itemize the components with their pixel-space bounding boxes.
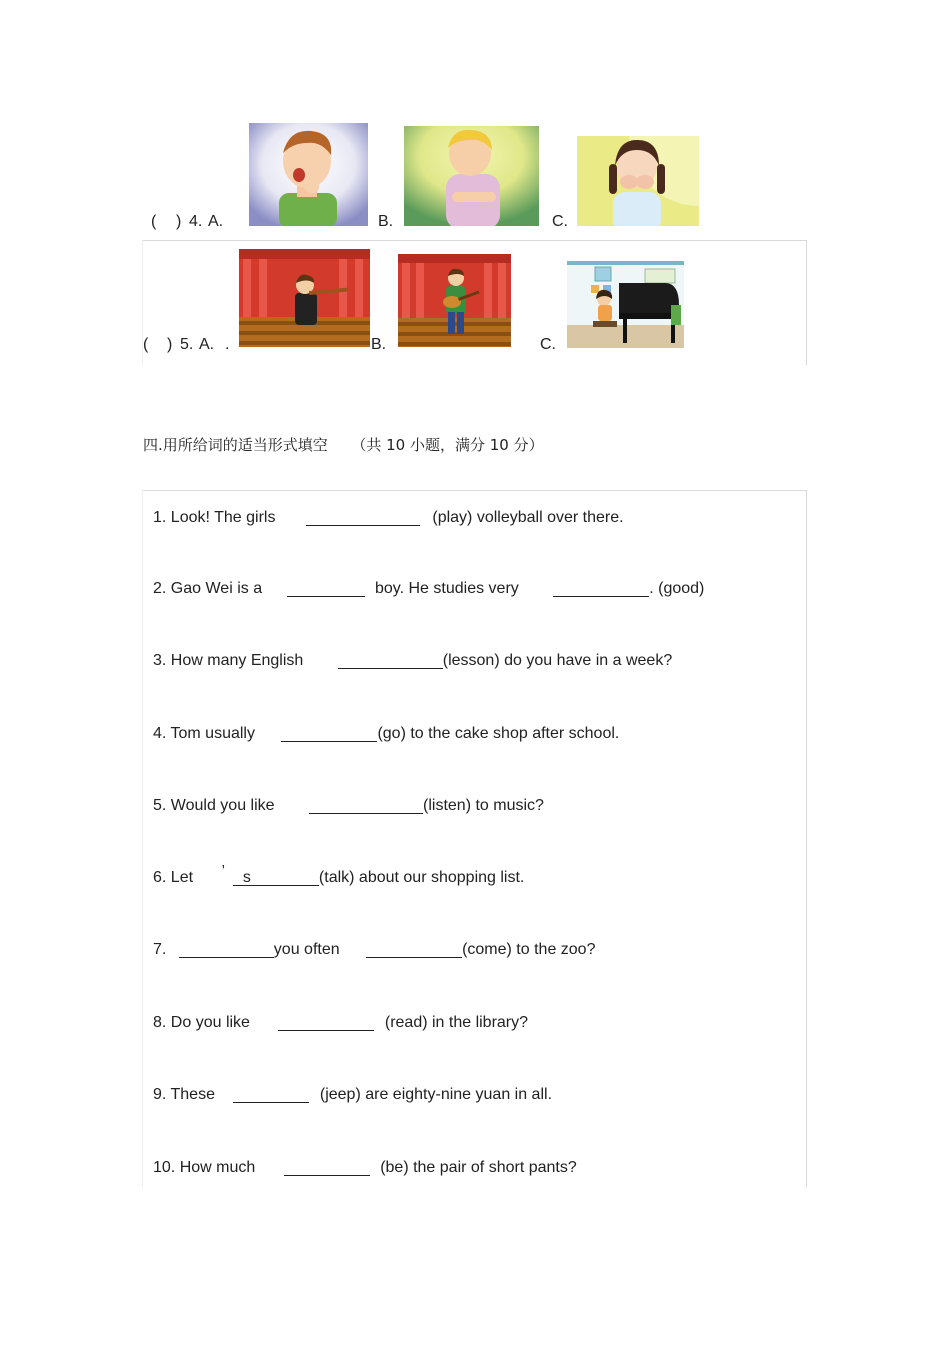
question-10 xyxy=(153,1159,577,1176)
question-10-number: 10. xyxy=(153,1159,176,1176)
section-4-score-note: （共 10 小题，满分 10 分） xyxy=(351,436,544,454)
question-2-blank-1[interactable] xyxy=(287,580,365,597)
question-3-blank[interactable] xyxy=(338,652,443,669)
fill-box-right xyxy=(806,490,807,1187)
question-4-number: 4. xyxy=(153,725,167,742)
question-7-text-middle: you often xyxy=(273,941,340,958)
question-7 xyxy=(153,941,595,958)
q5-paren-close: ) xyxy=(167,336,173,353)
question-3-text-start: How many English xyxy=(170,652,304,669)
question-5-blank[interactable] xyxy=(309,797,423,814)
question-3-number: 3. xyxy=(153,652,167,669)
question-6 xyxy=(153,863,525,886)
fill-box-top xyxy=(142,490,806,491)
question-6-number: 6. xyxy=(153,869,167,886)
question-5-number: 5. xyxy=(153,797,167,814)
q5-option-b-label: B. xyxy=(371,336,387,353)
question-2-blank-2[interactable] xyxy=(553,580,649,597)
question-7-number: 7. xyxy=(153,941,167,958)
question-8-text-end: (read) in the library? xyxy=(384,1014,529,1031)
question-7-blank-1[interactable] xyxy=(179,941,274,958)
question-3 xyxy=(153,652,672,669)
question-5-text-start: Would you like xyxy=(170,797,275,814)
question-6-text-start: Let xyxy=(170,869,194,886)
q5-option-a-label: A. xyxy=(199,336,215,353)
q4-number: 4. xyxy=(189,213,203,230)
question-2-number: 2. xyxy=(153,580,167,597)
question-9-text-end: (jeep) are eighty-nine yuan in all. xyxy=(319,1086,553,1103)
question-8-number: 8. xyxy=(153,1014,167,1031)
question-5-text-end: (listen) to music? xyxy=(423,797,544,814)
q4-option-a-label: A. xyxy=(208,213,224,230)
question-10-text-start: How much xyxy=(179,1159,256,1176)
q5-option-a-image[interactable] xyxy=(239,249,370,347)
question-6-apostrophe: ’ xyxy=(221,863,225,880)
question-4-blank[interactable] xyxy=(281,725,377,742)
question-1-number: 1. xyxy=(153,509,167,526)
question-8-text-start: Do you like xyxy=(170,1014,250,1031)
question-6-blank[interactable] xyxy=(233,870,319,886)
question-1-blank[interactable] xyxy=(306,509,420,526)
question-2-text-middle: boy. He studies very xyxy=(375,580,519,597)
question-10-blank[interactable] xyxy=(284,1159,370,1176)
question-9-number: 9. xyxy=(153,1086,167,1103)
q4-option-b-image[interactable] xyxy=(404,126,539,226)
question-5 xyxy=(153,797,544,814)
question-6-text-end: (talk) about our shopping list. xyxy=(318,869,525,886)
section-4-title: 四.用所给词的适当形式填空 xyxy=(143,436,328,454)
question-7-blank-2[interactable] xyxy=(366,941,462,958)
question-1-text-start: Look! The girls xyxy=(170,509,276,526)
question-2-text-start: Gao Wei is a xyxy=(170,580,263,597)
q4-option-c-image[interactable] xyxy=(577,136,699,226)
question-2-text-end: . (good) xyxy=(649,580,705,597)
section-4-heading xyxy=(143,434,544,455)
q5-option-c-image[interactable] xyxy=(567,261,684,348)
q4-paren-open: ( xyxy=(151,213,157,230)
q5-option-b-image[interactable] xyxy=(398,254,511,347)
question-9-blank[interactable] xyxy=(233,1086,309,1103)
q5-paren-open: ( xyxy=(143,336,149,353)
q5-option-c-label: C. xyxy=(540,336,556,353)
q5-frame-right xyxy=(806,240,807,365)
question-1-text-end: (play) volleyball over there. xyxy=(432,509,624,526)
question-4 xyxy=(153,725,619,742)
question-9 xyxy=(153,1086,552,1103)
q5-number: 5. xyxy=(180,336,194,353)
q4-option-c-label: C. xyxy=(552,213,568,230)
question-3-text-end: (lesson) do you have in a week? xyxy=(442,652,673,669)
question-2 xyxy=(153,580,704,597)
q4-paren-close: ) xyxy=(176,213,182,230)
question-10-text-end: (be) the pair of short pants? xyxy=(380,1159,577,1176)
q5-dot: . xyxy=(225,336,230,353)
question-9-text-start: These xyxy=(170,1086,215,1103)
fill-box-left xyxy=(142,490,143,1187)
q4-option-a-image[interactable] xyxy=(249,123,368,226)
question-8 xyxy=(153,1014,528,1031)
question-4-text-end: (go) to the cake shop after school. xyxy=(377,725,620,742)
question-8-blank[interactable] xyxy=(278,1014,374,1031)
question-6-s: s xyxy=(242,869,251,886)
q4-option-b-label: B. xyxy=(378,213,394,230)
question-7-text-end: (come) to the zoo? xyxy=(462,941,596,958)
question-1 xyxy=(153,509,624,526)
q5-frame-top xyxy=(142,240,806,241)
question-4-text-start: Tom usually xyxy=(170,725,255,742)
